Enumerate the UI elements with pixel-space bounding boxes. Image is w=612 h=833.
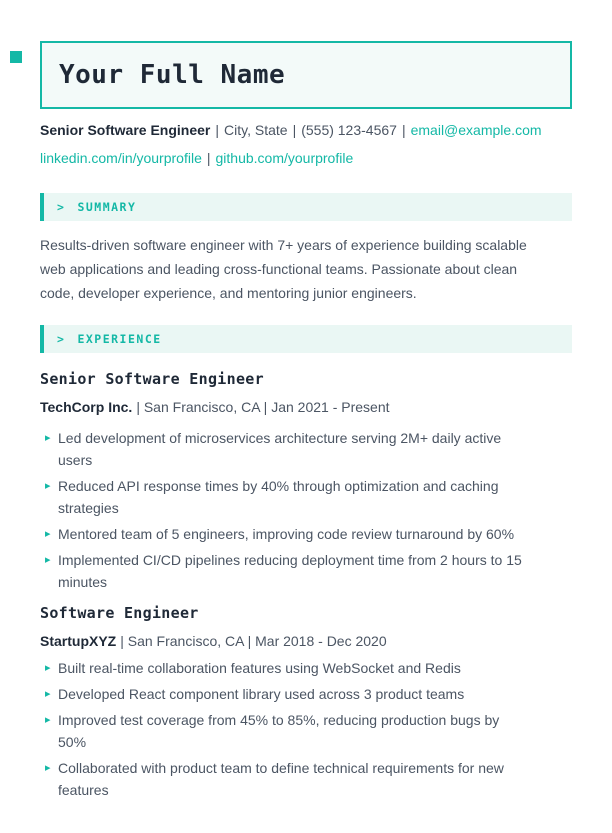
bullet-triangle-icon: ▸ — [45, 688, 51, 700]
section-title-experience: EXPERIENCE — [77, 332, 162, 346]
bullet-item — [40, 757, 572, 801]
prompt-chevron-icon: > — [57, 332, 66, 346]
job-block — [40, 603, 572, 801]
bullet-item — [40, 709, 572, 753]
bullet-triangle-icon: ▸ — [45, 432, 51, 444]
contact-line-1 — [40, 116, 572, 144]
job-meta-line — [40, 397, 572, 417]
contact-phone: (555) 123-4567 — [301, 122, 397, 138]
bullet-text: Built real-time collaboration features using WebSocket and Redis — [58, 660, 461, 676]
summary-paragraph: Results-driven software engineer with 7+ years of experience building scalable web applications and leading cross-functional teams. Passionate about clean code, developer experience, and mentoring junior engineers. — [40, 237, 527, 301]
github-link[interactable]: github.com/yourprofile — [215, 150, 354, 166]
bullet-text: Reduced API response times by 40% through optimization and caching strategies — [58, 478, 499, 516]
bullet-triangle-icon: ▸ — [45, 480, 51, 492]
bullet-triangle-icon: ▸ — [45, 714, 51, 726]
name-box — [40, 41, 572, 109]
contact-role: Senior Software Engineer — [40, 122, 211, 138]
bullet-triangle-icon: ▸ — [45, 662, 51, 674]
bullet-text: Collaborated with product team to define technical requirements for new features — [58, 760, 504, 798]
bullet-text: Improved test coverage from 45% to 85%, reducing production bugs by 50% — [58, 712, 500, 750]
contact-block — [40, 116, 572, 172]
job-meta: | San Francisco, CA | Jan 2021 - Present — [136, 399, 390, 415]
contact-line-2 — [40, 144, 572, 172]
cursor-block-icon — [10, 51, 22, 63]
bullet-item — [40, 683, 572, 705]
bullet-text: Developed React component library used across 3 product teams — [58, 686, 465, 702]
full-name: Your Full Name — [59, 60, 286, 90]
bullet-item — [40, 549, 572, 593]
bullet-list — [40, 657, 572, 801]
separator: | — [215, 122, 220, 138]
bullet-text: Mentored team of 5 engineers, improving code review turnaround by 60% — [58, 526, 515, 542]
email-link[interactable]: email@example.com — [410, 122, 542, 138]
resume-body — [0, 41, 612, 801]
separator: | — [401, 122, 406, 138]
bullet-item — [40, 475, 572, 519]
job-meta-line — [40, 631, 572, 651]
job-title: Senior Software Engineer — [40, 370, 264, 388]
bullet-triangle-icon: ▸ — [45, 554, 51, 566]
bullet-text: Implemented CI/CD pipelines reducing deployment time from 2 hours to 15 minutes — [58, 552, 522, 590]
job-company: TechCorp Inc. — [40, 399, 133, 415]
linkedin-link[interactable]: linkedin.com/in/yourprofile — [40, 150, 202, 166]
job-company: StartupXYZ — [40, 633, 117, 649]
bullet-text: Led development of microservices architecture serving 2M+ daily active users — [58, 430, 502, 468]
prompt-chevron-icon: > — [57, 200, 66, 214]
contact-location: City, State — [224, 122, 288, 138]
section-title-summary: SUMMARY — [77, 200, 137, 214]
bullet-list — [40, 427, 572, 593]
job-meta: | San Francisco, CA | Mar 2018 - Dec 2020 — [120, 633, 387, 649]
bullet-triangle-icon: ▸ — [45, 528, 51, 540]
job-title: Software Engineer — [40, 604, 199, 622]
separator: | — [292, 122, 297, 138]
bullet-item — [40, 657, 572, 679]
resume-page — [0, 41, 612, 833]
section-header-summary — [40, 193, 572, 221]
bullet-triangle-icon: ▸ — [45, 762, 51, 774]
job-block — [40, 369, 572, 593]
separator: | — [206, 150, 211, 166]
bullet-item — [40, 427, 572, 471]
section-header-experience — [40, 325, 572, 353]
bullet-item — [40, 523, 572, 545]
